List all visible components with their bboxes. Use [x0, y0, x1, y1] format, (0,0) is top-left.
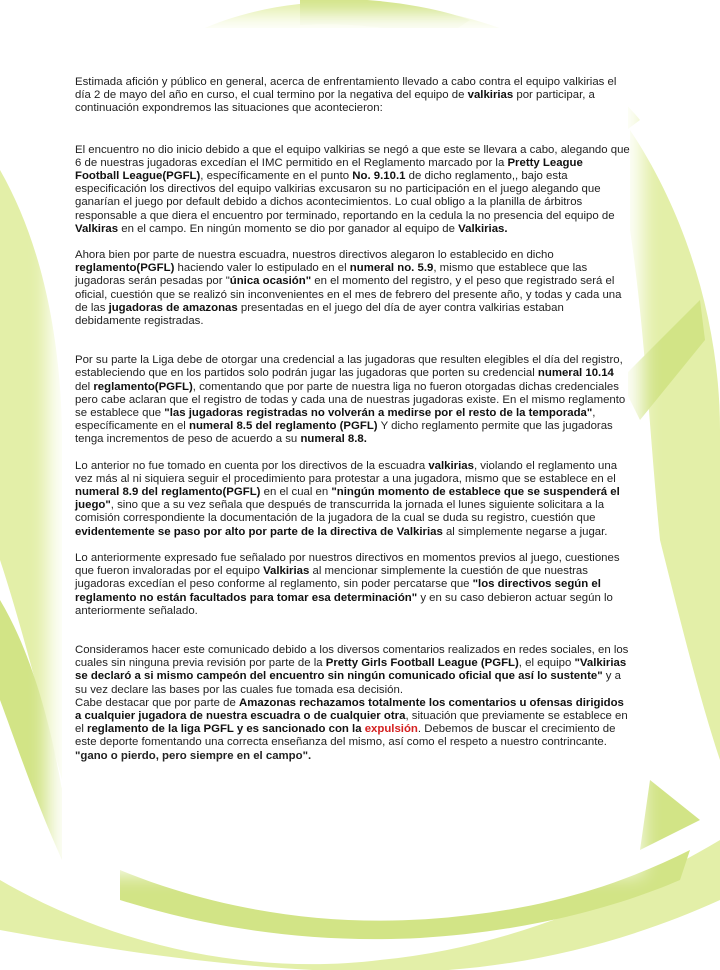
closing-motto: "gano o pierdo, pero siempre en el campo". — [75, 749, 312, 762]
paragraph-intro: Estimada afición y público en general, acerca de enfrentamiento llevado a cabo contra el equipo valkirias el día 2 de mayo del año en curso, el cual termino por la negativa del equipo de valkirias por participar, a continuación expondremos las situaciones que acontecieron: — [75, 76, 617, 115]
paragraph-directives: Lo anteriormente expresado fue señalado por nuestros directivos en momentos previos al juego, cuestiones que fueron invaloradas por el equipo Valkirias al mencionar simplemente la cuestión de que nuestras jugadoras excedían el peso conforme al reglamento, sin poder percatarse que "los directivos según el reglamento no están facultados para tomar esa determinación" y en su caso debieron actuar según lo anteriormente señalado. — [75, 551, 620, 617]
paragraph-violation: Lo anterior no fue tomado en cuenta por los directivos de la escuadra valkirias, violando el reglamento una vez más al ni siquiera seguir el procedimiento para protestar a una jugadora, mismo que se establece en el numeral 8.9 del reglamento(PGFL) en el cual en "ningún momento de establece que se suspenderá el juego", sino que a su vez señala que después de transcurrida la jornada el lunes siguiente solicitara a la comisión correspondiente la documentación de la jugadora de la cual se duda su registro, cuestión que evidentemente se paso por alto por parte de la directiva de Valkirias al simplemente negarse a jugar. — [75, 459, 620, 538]
logo-wing-right — [630, 130, 720, 760]
paragraph-encounter: El encuentro no dio inicio debido a que el equipo valkirias se negó a que este se llevara a cabo, alegando que 6 de nuestras jugadoras excedían el IMC permitido en el Reglamento marcado por la Pretty League Football League(PGFL), específicamente en el punto No. 9.10.1 de dicho reglamento,, bajo esta especificación los directivos del equipo valkirias excusaron su no participación en el juego alegando que ganarían el juego por default debido a dichos acontecimientos. Lo cual obligo a la planilla de árbitros responsable a que diera el encuentro por terminado, reportando en la cedula la no presencia del equipo de Valkiras en el campo. En ningún momento se dio por ganador al equipo de Valkirias. — [75, 143, 630, 235]
logo-point-right — [640, 780, 700, 850]
paragraph-league: Por su parte la Liga debe de otorgar una credencial a las jugadoras que resulten elegibles el día del registro, estableciendo que en los partidos solo podrán jugar las jugadoras que porten su credencial numeral 10.14 del reglamento(PGFL), comentando que por parte de nuestra liga no fueron otorgadas dichas credenciales pero cabe aclaran que el registro de todas y cada una de nuestras jugadoras existe. En el mismo reglamento se establece que "las jugadoras registradas no volverán a medirse por el resto de la temporada", específicamente en el numeral 8.5 del reglamento (PGFL) Y dicho reglamento permite que las jugadoras tenga incrementos de peso de acuerdo a su numeral 8.8. — [75, 354, 626, 446]
letter-body — [75, 76, 630, 763]
expulsion-highlight: expulsión — [364, 723, 418, 736]
paragraph-statement: Consideramos hacer este comunicado debido a los diversos comentarios realizados en redes sociales, en los cuales sin ninguna previa revisión por parte de la Pretty Girls Football League (PGFL), el equipo "Valkirias se declaró a si mismo campeón del encuentro sin ningún comunicado oficial que así lo sustente" y a su vez declare las bases por las cuales fue tomada esa decisión. — [75, 643, 629, 696]
paragraph-respect: Cabe destacar que por parte de Amazonas rechazamos totalmente los comentarios u ofensas dirigidos a cualquier jugadora de nuestra escuadra o de cualquier otra, situación que previamente se establece en el reglamento de la liga PGFL y es sancionado con la expulsión. Debemos de buscar el crecimiento de este deporte fomentando una correcta enseñanza del mismo, así como el respeto a nuestro contrincante. — [75, 696, 628, 749]
paragraph-squad: Ahora bien por parte de nuestra escuadra, nuestros directivos alegaron lo establecido en dicho reglamento(PGFL) haciendo valer lo estipulado en el numeral no. 5.9, mismo que establece que las jugadoras serán pesadas por "única ocasión" en el momento del registro, y el peso que registrado será el oficial, cuestión que se realizó sin inconvenientes en el mes de febrero del presente año, y todas y cada una de las jugadoras de amazonas presentadas en el juego del día de ayer contra valkirias estaban debidamente registradas. — [75, 249, 622, 328]
